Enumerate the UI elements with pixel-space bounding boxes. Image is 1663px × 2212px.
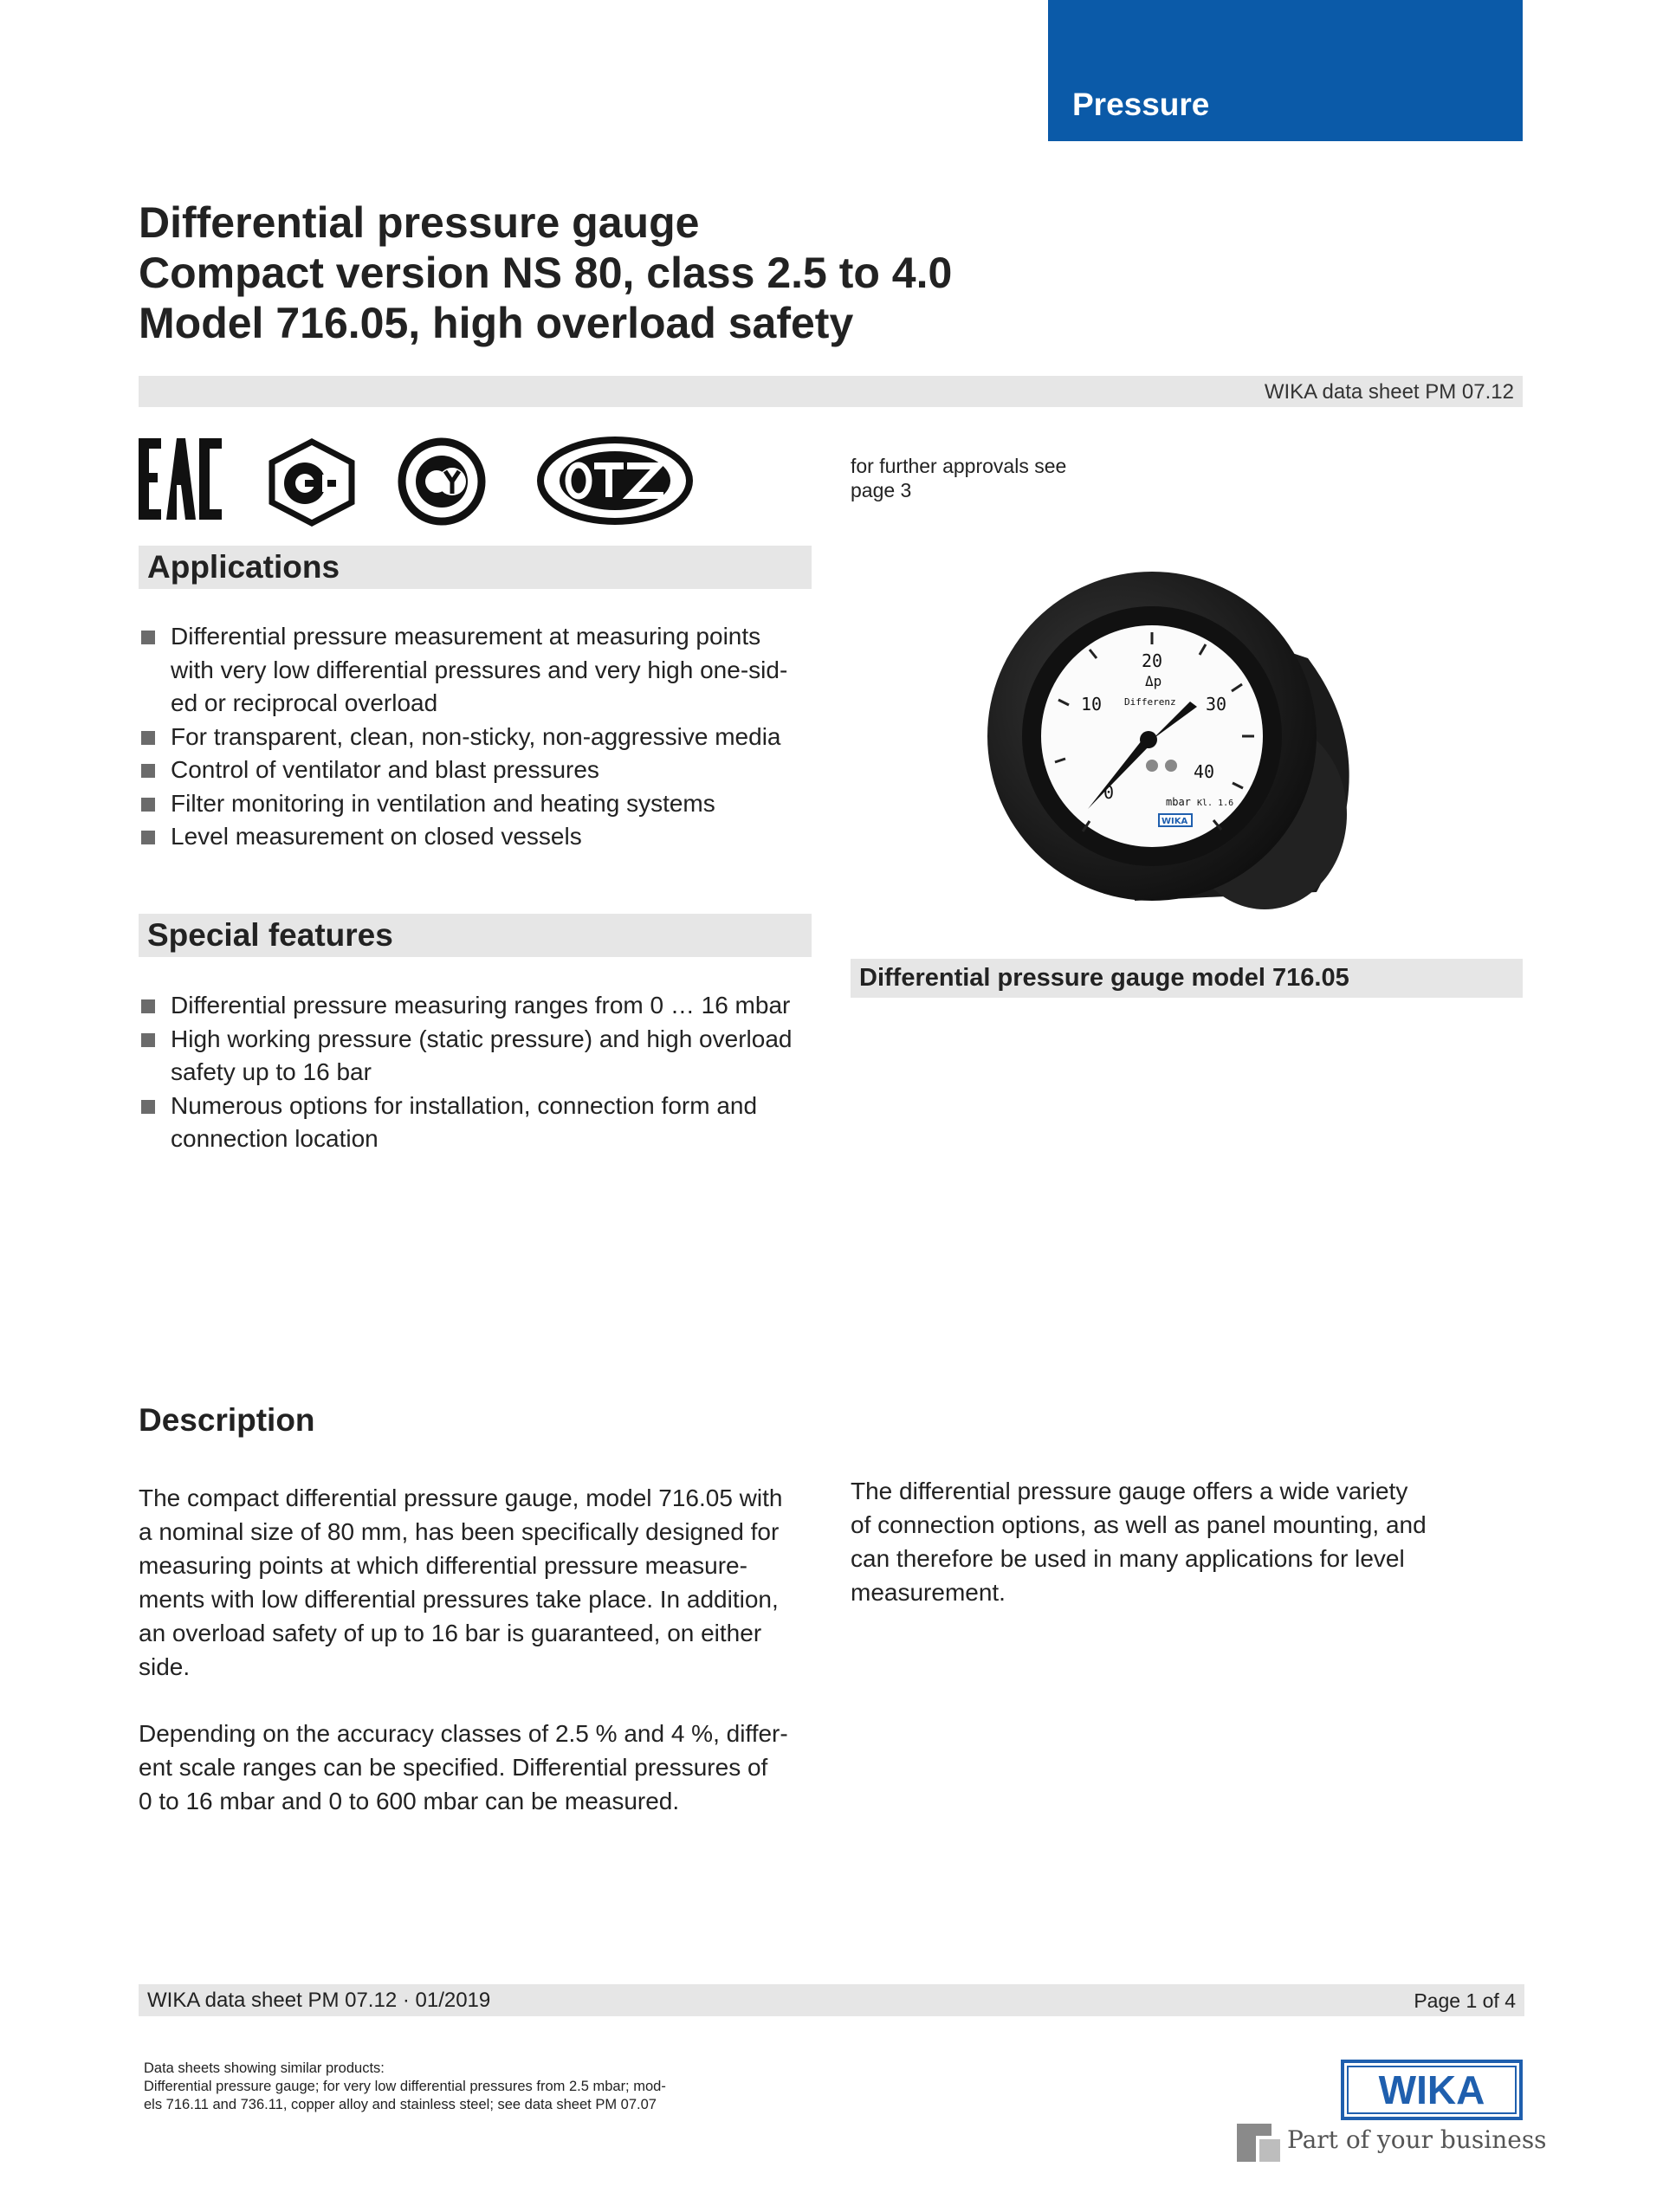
sheet-id-bar xyxy=(139,376,1523,407)
text-line: Depending on the accuracy classes of 2.5 % and 4 %, differ- xyxy=(139,1720,788,1747)
photo-caption-text: Differential pressure gauge model 716.05 xyxy=(859,964,1349,992)
eac-mark-icon xyxy=(139,438,222,520)
bullet-square-icon xyxy=(141,764,155,778)
text-line: an overload safety of up to 16 bar is guaranteed, on either xyxy=(139,1620,762,1646)
list-item-line: Numerous options for installation, connection form and xyxy=(171,1091,758,1119)
list-item-line: safety up to 16 bar xyxy=(171,1058,372,1085)
footer-sheet-id: WIKA data sheet PM 07.12 · 01/2019 xyxy=(147,1989,491,2012)
approval-logos xyxy=(139,431,710,528)
list-item-line: ed or reciprocal overload xyxy=(171,689,438,716)
dial-unit: mbar xyxy=(1166,796,1191,808)
text-line: can therefore be used in many applications for level xyxy=(851,1545,1405,1572)
description-paragraph-1 xyxy=(139,1481,823,1684)
approvals-note-line-2: page 3 xyxy=(851,479,912,501)
applications-heading xyxy=(139,546,812,589)
text-line: side. xyxy=(139,1653,191,1680)
list-item xyxy=(139,620,814,721)
dial-tick-20: 20 xyxy=(1142,650,1163,671)
bullet-square-icon xyxy=(141,631,155,644)
special-features-heading xyxy=(139,914,812,957)
tagline: Part of your business xyxy=(1287,2125,1547,2154)
list-item-line: For transparent, clean, non-sticky, non-aggressive media xyxy=(171,722,781,750)
description-paragraph-3 xyxy=(851,1474,1474,1609)
special-features-heading-text: Special features xyxy=(147,917,393,953)
bullet-square-icon xyxy=(141,731,155,745)
dial-tick-0: 0 xyxy=(1103,782,1115,803)
description-paragraph-2 xyxy=(139,1717,823,1818)
dial-tick-10: 10 xyxy=(1081,694,1103,715)
list-item xyxy=(139,721,814,754)
list-item-line: connection location xyxy=(171,1125,379,1152)
list-item xyxy=(139,820,814,854)
similar-line: els 716.11 and 736.11, copper alloy and stainless steel; see data sheet PM 07.07 xyxy=(144,2097,657,2112)
category-label: Pressure xyxy=(1072,87,1210,122)
list-item-line: with very low differential pressures and very high one-sid- xyxy=(171,656,788,683)
category-tab xyxy=(1048,0,1523,141)
list-item xyxy=(139,1023,814,1090)
gauge-photo xyxy=(979,554,1377,927)
bullet-square-icon xyxy=(141,1100,155,1114)
wika-logo-text: WIKA xyxy=(1378,2067,1485,2112)
list-item xyxy=(139,1090,814,1156)
page-number: Page 1 of 4 xyxy=(1414,1989,1516,2012)
gost-r-mark-icon xyxy=(272,442,352,523)
list-item xyxy=(139,989,814,1023)
title-line-3: Model 716.05, high overload safety xyxy=(139,299,854,347)
text-line: measuring points at which differential pressure measure- xyxy=(139,1552,747,1579)
similar-products-note xyxy=(144,2060,767,2114)
bullet-square-icon xyxy=(141,999,155,1013)
dial-class: Kl. 1.6 xyxy=(1197,799,1234,808)
list-item-line: Filter monitoring in ventilation and heating systems xyxy=(171,789,715,817)
text-line: 0 to 16 mbar and 0 to 600 mbar can be measured. xyxy=(139,1788,680,1814)
list-item-line: Level measurement on closed vessels xyxy=(171,823,582,850)
title-line-1: Differential pressure gauge xyxy=(139,198,700,247)
description-right-column xyxy=(851,1474,1474,1609)
document-title xyxy=(139,197,1178,348)
gost-mark-icon xyxy=(402,442,482,521)
text-line: The compact differential pressure gauge, model 716.05 with xyxy=(139,1484,783,1511)
dial-symbol: Δp xyxy=(1145,673,1162,689)
similar-title: Data sheets showing similar products: xyxy=(144,2060,385,2076)
bullet-square-icon xyxy=(141,1033,155,1047)
dial-label: Differenz xyxy=(1124,696,1176,708)
approvals-note xyxy=(851,454,1180,502)
bullet-square-icon xyxy=(141,798,155,812)
list-item xyxy=(139,754,814,787)
text-line: ent scale ranges can be specified. Differential pressures of xyxy=(139,1754,768,1781)
title-line-2: Compact version NS 80, class 2.5 to 4.0 xyxy=(139,249,953,297)
approvals-note-line-1: for further approvals see xyxy=(851,455,1067,477)
text-line: ments with low differential pressures take place. In addition, xyxy=(139,1586,779,1613)
dial-tick-40: 40 xyxy=(1194,761,1215,782)
footer-bar xyxy=(139,1984,1524,2016)
applications-list xyxy=(139,620,814,854)
bullet-square-icon xyxy=(141,831,155,844)
list-item-line: Differential pressure measurement at measuring points xyxy=(171,623,761,650)
text-line: of connection options, as well as panel mounting, and xyxy=(851,1511,1427,1538)
text-line: The differential pressure gauge offers a wide variety xyxy=(851,1478,1408,1504)
wika-logo xyxy=(1341,2060,1523,2120)
photo-caption xyxy=(851,959,1523,998)
text-line: a nominal size of 80 mm, has been specifically designed for xyxy=(139,1518,780,1545)
dial-brand: WIKA xyxy=(1162,817,1188,826)
tagline-mark-icon xyxy=(1237,2124,1280,2162)
list-item-line: High working pressure (static pressure) and high overload xyxy=(171,1025,793,1052)
applications-heading-text: Applications xyxy=(147,549,340,585)
description-left-column xyxy=(139,1481,823,1818)
dial-tick-30: 30 xyxy=(1206,694,1227,715)
list-item xyxy=(139,787,814,821)
special-features-list xyxy=(139,989,814,1156)
list-item-line: Control of ventilator and blast pressures xyxy=(171,756,599,783)
similar-line: Differential pressure gauge; for very low differential pressures from 2.5 mbar; mod- xyxy=(144,2079,666,2094)
sheet-id: WIKA data sheet PM 07.12 xyxy=(1264,380,1514,404)
list-item-line: Differential pressure measuring ranges from 0 … 16 mbar xyxy=(171,992,791,1019)
description-heading: Description xyxy=(139,1402,315,1438)
otz-mark-icon xyxy=(540,440,689,521)
text-line: measurement. xyxy=(851,1579,1006,1606)
